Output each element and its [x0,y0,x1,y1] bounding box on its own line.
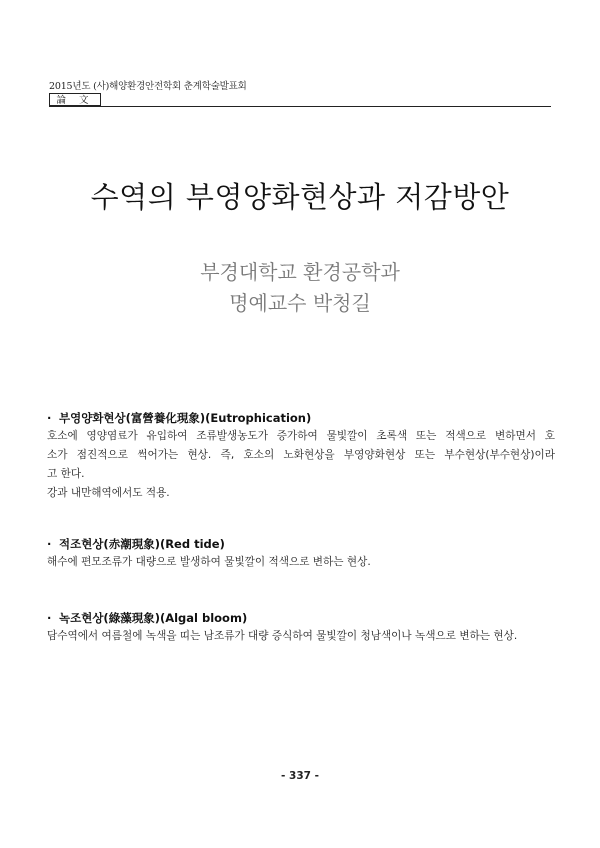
bullet-mark: · [47,537,52,551]
section-body [47,627,555,646]
section-body [47,553,555,572]
body-line: 해수에 편모조류가 대량으로 발생하여 물빛깔이 적색으로 변하는 현상. [47,556,371,568]
section-eutrophication [47,410,555,503]
bullet-mark: · [47,611,52,625]
author-name: 명예교수 박청길 [229,291,371,315]
section-heading-text: 적조현상(赤潮現象)(Red tide) [59,537,225,551]
body-line: 호소에 영양염료가 유입하여 조류발생농도가 증가하여 물빛깔이 초록색 또는 적색으로 변하면서 호 [47,430,555,442]
section-heading [47,610,555,626]
body-line: 담수역에서 여름철에 녹색을 띠는 남조류가 대량 증식하여 물빛깔이 청남색이나 녹색으로 변하는 현상. [47,630,518,642]
author-affiliation: 부경대학교 환경공학과 [200,260,400,284]
page-number: - 337 - [281,770,319,782]
section-body [47,427,555,503]
conference-header: 2015년도 (사)해양환경안전학회 춘계학술발표회 [49,81,247,92]
section-red-tide [47,536,555,572]
body-line: 강과 내만해역에서도 적용. [47,487,170,499]
body-line: 소가 점진적으로 썩어가는 현상. 즉, 호소의 노화현상을 부영양화현상 또는 부수현상(부수현상)이라 [47,449,555,461]
paper-type-badge: 論 文 [49,93,101,107]
section-heading-text: 부영양화현상(富營養化現象)(Eutrophication) [59,411,312,425]
section-heading [47,536,555,552]
header-divider [49,106,551,107]
section-heading [47,410,555,426]
body-line: 고 한다. [47,468,85,480]
section-algal-bloom [47,610,555,646]
section-heading-text: 녹조현상(綠藻現象)(Algal bloom) [59,611,248,625]
document-title: 수역의 부영양화현상과 저감방안 [90,180,510,214]
bullet-mark: · [47,411,52,425]
